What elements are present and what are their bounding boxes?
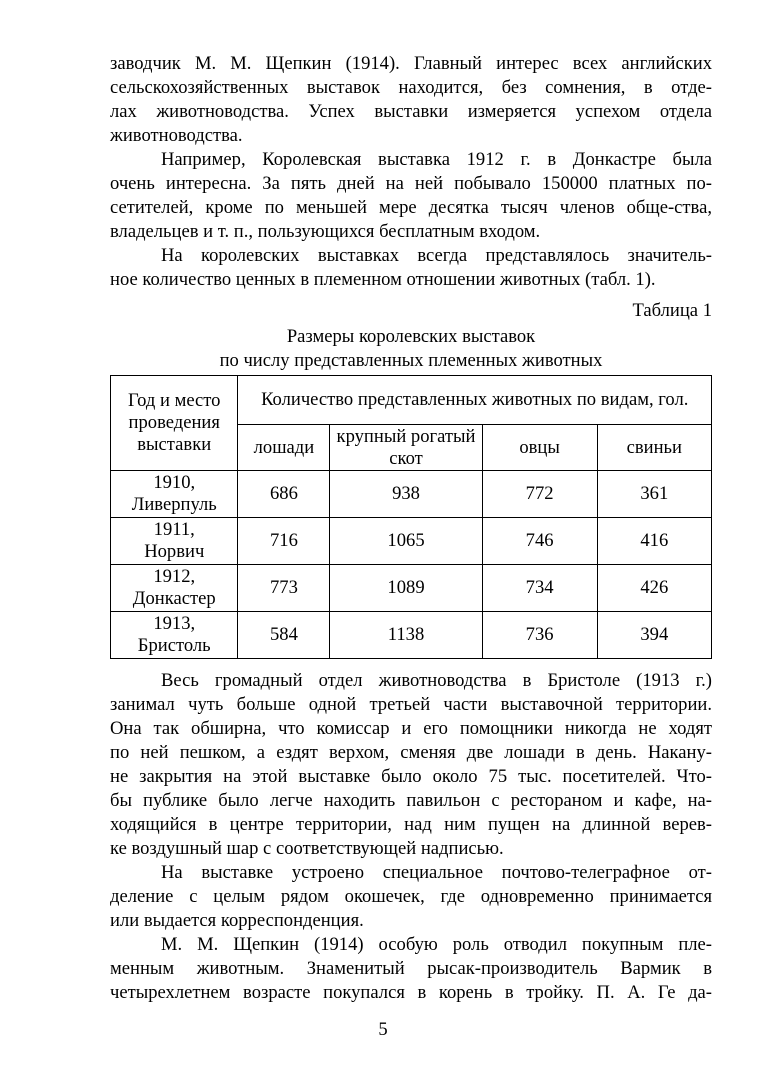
text-line: животноводства. <box>110 125 243 146</box>
cell-sheep: 746 <box>482 518 597 565</box>
text-line: деление с целым рядом окошечек, где одновременно принимается <box>110 886 712 907</box>
text-line: На выставке устроено специальное почтово-телеграфное от- <box>161 862 712 883</box>
cell-year-place <box>111 471 238 518</box>
cell-sheep: 734 <box>482 565 597 612</box>
text-line: заводчик М. М. Щепкин (1914). Главный интерес всех английских <box>110 53 712 74</box>
paragraph-2 <box>110 148 712 244</box>
cell-year: 1911, <box>153 519 195 540</box>
cell-cattle: 1089 <box>330 565 482 612</box>
cell-year-place <box>111 518 238 565</box>
cell-place: Бристоль <box>137 635 211 656</box>
text-line: Весь громадный отдел животноводства в Бристоле (1913 г.) <box>161 670 712 691</box>
table-title <box>110 325 712 373</box>
text-line: занимал чуть больше одной третьей части выставочной территории. <box>110 694 712 715</box>
paragraph-5 <box>110 861 712 933</box>
cell-pigs: 361 <box>597 471 711 518</box>
paragraph-1 <box>110 52 712 148</box>
header-pigs: свиньи <box>597 425 711 471</box>
text-line: ке воздушный шар с соответствующей надписью. <box>110 838 504 859</box>
header-cattle: крупный рогатый скот <box>330 425 482 471</box>
cell-place: Норвич <box>144 541 205 562</box>
table-row <box>111 518 712 565</box>
text-line: сетителей, кроме по меньшей мере десятка тысяч членов обще-ства, <box>110 197 712 218</box>
text-line: Например, Королевская выставка 1912 г. в Донкастре была <box>161 149 712 170</box>
text-line: бы публике было легче находить павильон с рестораном и кафе, на- <box>110 790 712 811</box>
text-line: четырехлетнем возрасте покупался в корень в тройку. П. А. Ге да- <box>110 982 712 1003</box>
paragraph-3 <box>110 244 712 292</box>
header-year-place: Год и место проведения выставки <box>111 376 238 471</box>
text-line: На королевских выставках всегда представлялось значитель- <box>161 245 712 266</box>
page-number: 5 <box>378 1019 388 1040</box>
header-horses: лошади <box>238 425 330 471</box>
cell-sheep: 772 <box>482 471 597 518</box>
header-sheep: овцы <box>482 425 597 471</box>
cell-horses: 716 <box>238 518 330 565</box>
table-row <box>111 471 712 518</box>
text-line: не закрытия на этой выставке было около 75 тыс. посетителей. Что- <box>110 766 712 787</box>
cell-place: Ливерпуль <box>131 494 217 515</box>
cell-year-place <box>111 565 238 612</box>
paragraph-4 <box>110 669 712 861</box>
text-line: ходящийся в центре территории, над ним пущен на длинной верев- <box>110 814 712 835</box>
cell-pigs: 426 <box>597 565 711 612</box>
text-line: лах животноводства. Успех выставки измеряется успехом отдела <box>110 101 712 122</box>
text-line: сельскохозяйственных выставок находится, без сомнения, в отде- <box>110 77 712 98</box>
table-title-line-1: Размеры королевских выставок <box>286 326 536 347</box>
cell-sheep: 736 <box>482 612 597 659</box>
cell-year: 1912, <box>153 566 196 587</box>
paragraph-6 <box>110 933 712 1005</box>
cell-horses: 773 <box>238 565 330 612</box>
cell-horses: 686 <box>238 471 330 518</box>
cell-place: Донкастер <box>132 588 216 609</box>
text-line: по ней пешком, а ездят верхом, сменяя две лошади в день. Накану- <box>110 742 712 763</box>
text-line: ное количество ценных в племенном отношении животных (табл. 1). <box>110 269 656 290</box>
table-row <box>111 612 712 659</box>
cell-year: 1910, <box>153 472 196 493</box>
text-line: М. М. Щепкин (1914) особую роль отводил покупным пле- <box>161 934 712 955</box>
cell-cattle: 1065 <box>330 518 482 565</box>
cell-year-place <box>111 612 238 659</box>
text-line: менным животным. Знаменитый рысак-производитель Вармик в <box>110 958 712 979</box>
text-line: или выдается корреспонденция. <box>110 910 364 931</box>
cell-horses: 584 <box>238 612 330 659</box>
text-line: владельцев и т. п., пользующихся бесплатным входом. <box>110 221 541 242</box>
cell-cattle: 938 <box>330 471 482 518</box>
table-number: Таблица 1 <box>632 300 712 321</box>
page-body <box>110 52 712 1005</box>
exhibition-table <box>110 375 712 659</box>
text-line: Она так обширна, что комиссар и его помощники никогда не ходят <box>110 718 712 739</box>
text-line: очень интересна. За пять дней на ней побывало 150000 платных по- <box>110 173 712 194</box>
table-row <box>111 565 712 612</box>
table-title-line-2: по числу представленных племенных животных <box>219 350 603 371</box>
cell-pigs: 394 <box>597 612 711 659</box>
cell-year: 1913, <box>153 613 196 634</box>
header-animal-count: Количество представленных животных по видам, гол. <box>238 376 712 425</box>
cell-cattle: 1138 <box>330 612 482 659</box>
cell-pigs: 416 <box>597 518 711 565</box>
